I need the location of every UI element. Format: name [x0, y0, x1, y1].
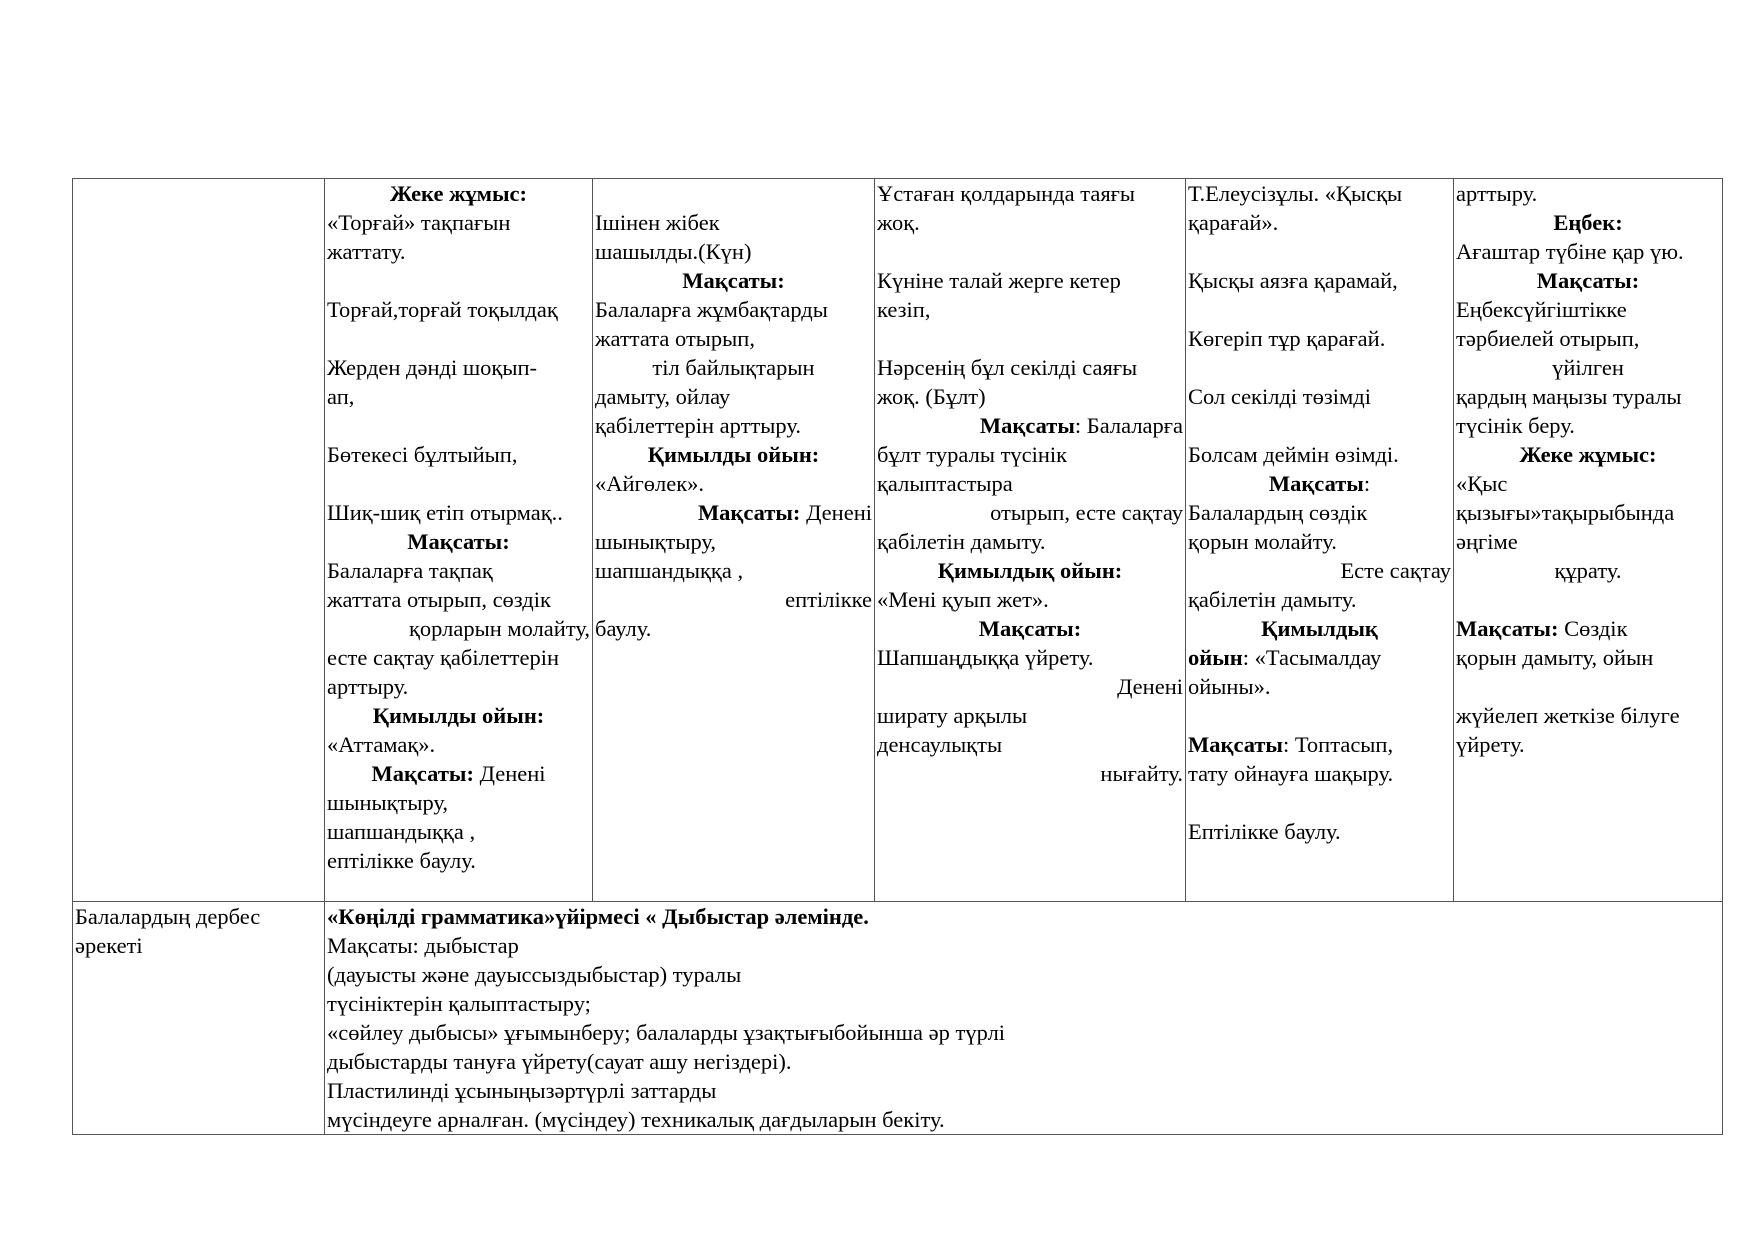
- text-line: «Айгөлек».: [595, 471, 705, 496]
- text-line: [327, 759, 590, 788]
- text-line: Жеке жұмыс:: [1519, 442, 1657, 467]
- text-line: жаттата отырып, сөздік: [327, 587, 551, 612]
- text-segment: Мақсаты:: [1456, 616, 1559, 641]
- text-line: Қысқы аязға қарамай,: [1188, 268, 1398, 293]
- text-line: дыбыстарды тануға үйрету(сауат ашу негіздері).: [327, 1049, 792, 1074]
- row-label-cell: [73, 179, 325, 902]
- text-line: Нәрсенің бұл секілді саяғы: [877, 355, 1138, 380]
- text-line: Денені: [1117, 674, 1183, 699]
- text-segment: : Топтасып,: [1283, 732, 1394, 757]
- text-line: есте сақтау қабілеттерін: [327, 645, 560, 670]
- text-line: Мақсаты:: [1536, 268, 1640, 293]
- text-line: «Аттамақ».: [327, 732, 436, 757]
- text-line: Шиқ-шиқ етіп отырмақ..: [327, 500, 563, 525]
- text-line: Қимылдық: [1261, 616, 1378, 641]
- text-line: «Торғай» тақпағын: [327, 210, 511, 235]
- text-segment: Мақсаты:: [697, 500, 801, 525]
- text-line: жаттату.: [327, 239, 406, 264]
- text-line: Есте сақтау: [1340, 558, 1451, 583]
- text-line: жүйелеп жеткізе білуге: [1456, 703, 1680, 728]
- text-line: «Көңілді грамматика»үйірмесі « Дыбыстар әлемінде.: [327, 904, 869, 929]
- text-line: ап,: [327, 384, 355, 409]
- text-segment: Мақсаты:: [371, 761, 474, 786]
- text-line: әрекеті: [75, 933, 143, 958]
- text-line: тәрбиелей отырып,: [1456, 326, 1640, 351]
- text-line: Ептілікке баулу.: [1188, 819, 1341, 844]
- text-line: [1456, 585, 1720, 614]
- poem-cell: [1186, 179, 1454, 902]
- text-line: «Мені қуып жет».: [877, 587, 1049, 612]
- text-line: Күніне талай жерге кетер: [877, 268, 1121, 293]
- text-line: құрату.: [1554, 558, 1622, 583]
- text-line: нығайту.: [1100, 761, 1183, 786]
- text-line: Балалардың дербес: [75, 904, 261, 929]
- text-line: ширату арқылы: [877, 703, 1028, 728]
- text-line: Мақсаты: дыбыстар: [327, 933, 519, 958]
- text-line: ептілікке баулу.: [327, 848, 476, 873]
- text-line: ептілікке: [785, 587, 872, 612]
- text-line: Болсам деймін өзімді.: [1188, 442, 1399, 467]
- text-segment: : «Тасымалдау: [1242, 645, 1382, 670]
- text-segment: : Балаларға: [1074, 413, 1183, 438]
- text-line: қорын молайту.: [1188, 529, 1337, 554]
- text-line: Қимылды ойын:: [647, 442, 820, 467]
- text-line: [595, 498, 872, 527]
- text-line: [327, 324, 590, 353]
- text-line: [877, 324, 1183, 353]
- text-line: «Қыс: [1456, 471, 1508, 496]
- cloud-riddle-cell: [875, 179, 1186, 902]
- text-line: баулу.: [595, 616, 652, 641]
- text-line: [327, 411, 590, 440]
- text-line: бұлт туралы түсінік: [877, 442, 1068, 467]
- text-line: [595, 179, 872, 208]
- text-line: қабілетін дамыту.: [1188, 587, 1357, 612]
- text-line: [877, 237, 1183, 266]
- text-line: Бөтекесі бұлтыйып,: [327, 442, 518, 467]
- text-segment: Сөздік: [1558, 616, 1628, 641]
- text-line: [1188, 788, 1451, 817]
- text-line: Торғай,торғай тоқылдақ: [327, 297, 558, 322]
- text-segment: Мақсаты: [1188, 732, 1283, 757]
- text-segment: Мақсаты: [1268, 471, 1364, 496]
- text-line: [1188, 353, 1451, 382]
- text-segment: ойын: [1188, 645, 1243, 670]
- text-line: [327, 266, 590, 295]
- text-line: дамыту, ойлау: [595, 384, 731, 409]
- text-line: тату ойнауға шақыру.: [1188, 761, 1394, 786]
- text-line: [877, 411, 1183, 440]
- text-line: қабілетін дамыту.: [877, 529, 1046, 554]
- text-line: [1188, 701, 1451, 730]
- text-line: Мақсаты:: [407, 529, 510, 554]
- text-line: кезіп,: [877, 297, 931, 322]
- text-line: [327, 469, 590, 498]
- text-line: Сол секілді төзімді: [1188, 384, 1371, 409]
- text-line: қарағай».: [1188, 210, 1279, 235]
- table-row: [73, 902, 1723, 1135]
- individual-work-cell: [325, 179, 593, 902]
- text-line: Жеке жұмыс:: [389, 181, 528, 206]
- text-line: түсініктерін қалыптастыру;: [327, 991, 591, 1016]
- text-line: ойыны».: [1188, 674, 1271, 699]
- text-line: [1188, 295, 1451, 324]
- text-line: арттыру.: [1456, 181, 1538, 206]
- text-line: түсінік беру.: [1456, 413, 1575, 438]
- text-line: Қимылды ойын:: [372, 703, 545, 728]
- text-line: (дауысты және дауыссыздыбыстар) туралы: [327, 962, 742, 987]
- text-line: арттыру.: [327, 674, 409, 699]
- text-line: Ішінен жібек: [595, 210, 720, 235]
- text-line: Ағаштар түбіне қар үю.: [1456, 239, 1684, 264]
- text-line: денсаулықты: [877, 732, 1003, 757]
- text-segment: Денені: [473, 761, 546, 786]
- plan-table: [72, 178, 1723, 1135]
- activity-label-cell: [73, 902, 325, 1135]
- text-line: Қимылдық ойын:: [937, 558, 1123, 583]
- text-line: отырып, есте сақтау: [990, 500, 1183, 525]
- text-line: жоқ.: [877, 210, 920, 235]
- text-line: шынықтыру,: [327, 790, 449, 815]
- text-line: тіл байлықтарын: [652, 355, 815, 380]
- text-segment: :: [1363, 471, 1371, 496]
- text-line: қардың маңызы туралы: [1456, 384, 1682, 409]
- text-line: Балалардың сөздік: [1188, 500, 1368, 525]
- labor-cell: [1454, 179, 1723, 902]
- text-line: қорларын молайту,: [409, 616, 590, 641]
- text-line: [1188, 411, 1451, 440]
- riddle-cell: [593, 179, 875, 902]
- text-line: «сөйлеу дыбысы» ұғымынберу; балаларды ұзақтығыбойынша әр түрлі: [327, 1020, 1006, 1045]
- text-line: әңгіме: [1456, 529, 1518, 554]
- text-line: Шапшаңдыққа үйрету.: [877, 645, 1094, 670]
- table-row: [73, 179, 1723, 902]
- text-line: Ұстаған қолдарында таяғы: [877, 181, 1136, 206]
- text-line: қызығы»тақырыбында: [1456, 500, 1675, 525]
- text-line: [1188, 469, 1451, 498]
- text-line: [1456, 672, 1720, 701]
- text-line: үйілген: [1552, 355, 1624, 380]
- text-line: Еңбек:: [1553, 210, 1623, 235]
- text-line: Жерден дәнді шоқып-: [327, 355, 538, 380]
- text-line: қалыптастыра: [877, 471, 1013, 496]
- text-line: шапшандыққа ,: [595, 558, 744, 583]
- text-line: Көгеріп тұр қарағай.: [1188, 326, 1386, 351]
- text-line: [1188, 237, 1451, 266]
- text-line: Мақсаты:: [978, 616, 1082, 641]
- activity-content-cell: [325, 902, 1723, 1135]
- text-line: үйрету.: [1456, 732, 1525, 757]
- text-line: шашылды.(Күн): [595, 239, 752, 264]
- text-line: қабілеттерін арттыру.: [595, 413, 801, 438]
- text-line: жоқ. (Бұлт): [877, 384, 986, 409]
- text-segment: Мақсаты: [979, 413, 1075, 438]
- text-line: Балаларға жұмбақтарды: [595, 297, 828, 322]
- text-line: [1188, 730, 1451, 759]
- text-line: жаттата отырып,: [595, 326, 755, 351]
- text-line: шынықтыру,: [595, 529, 717, 554]
- text-line: Т.Елеусізұлы. «Қысқы: [1188, 181, 1403, 206]
- text-line: [1456, 614, 1720, 643]
- text-line: Пластилинді ұсыныңызәртүрлі заттарды: [327, 1078, 717, 1103]
- text-line: Балаларға тақпақ: [327, 558, 493, 583]
- text-line: мүсіндеуге арналған. (мүсіндеу) техникалық дағдыларын бекіту.: [327, 1107, 945, 1132]
- text-line: Еңбексүйгіштікке: [1456, 297, 1627, 322]
- text-segment: Денені: [800, 500, 872, 525]
- text-line: қорын дамыту, ойын: [1456, 645, 1654, 670]
- text-line: шапшандыққа ,: [327, 819, 476, 844]
- text-line: Мақсаты:: [682, 268, 785, 293]
- text-line: [1188, 643, 1451, 672]
